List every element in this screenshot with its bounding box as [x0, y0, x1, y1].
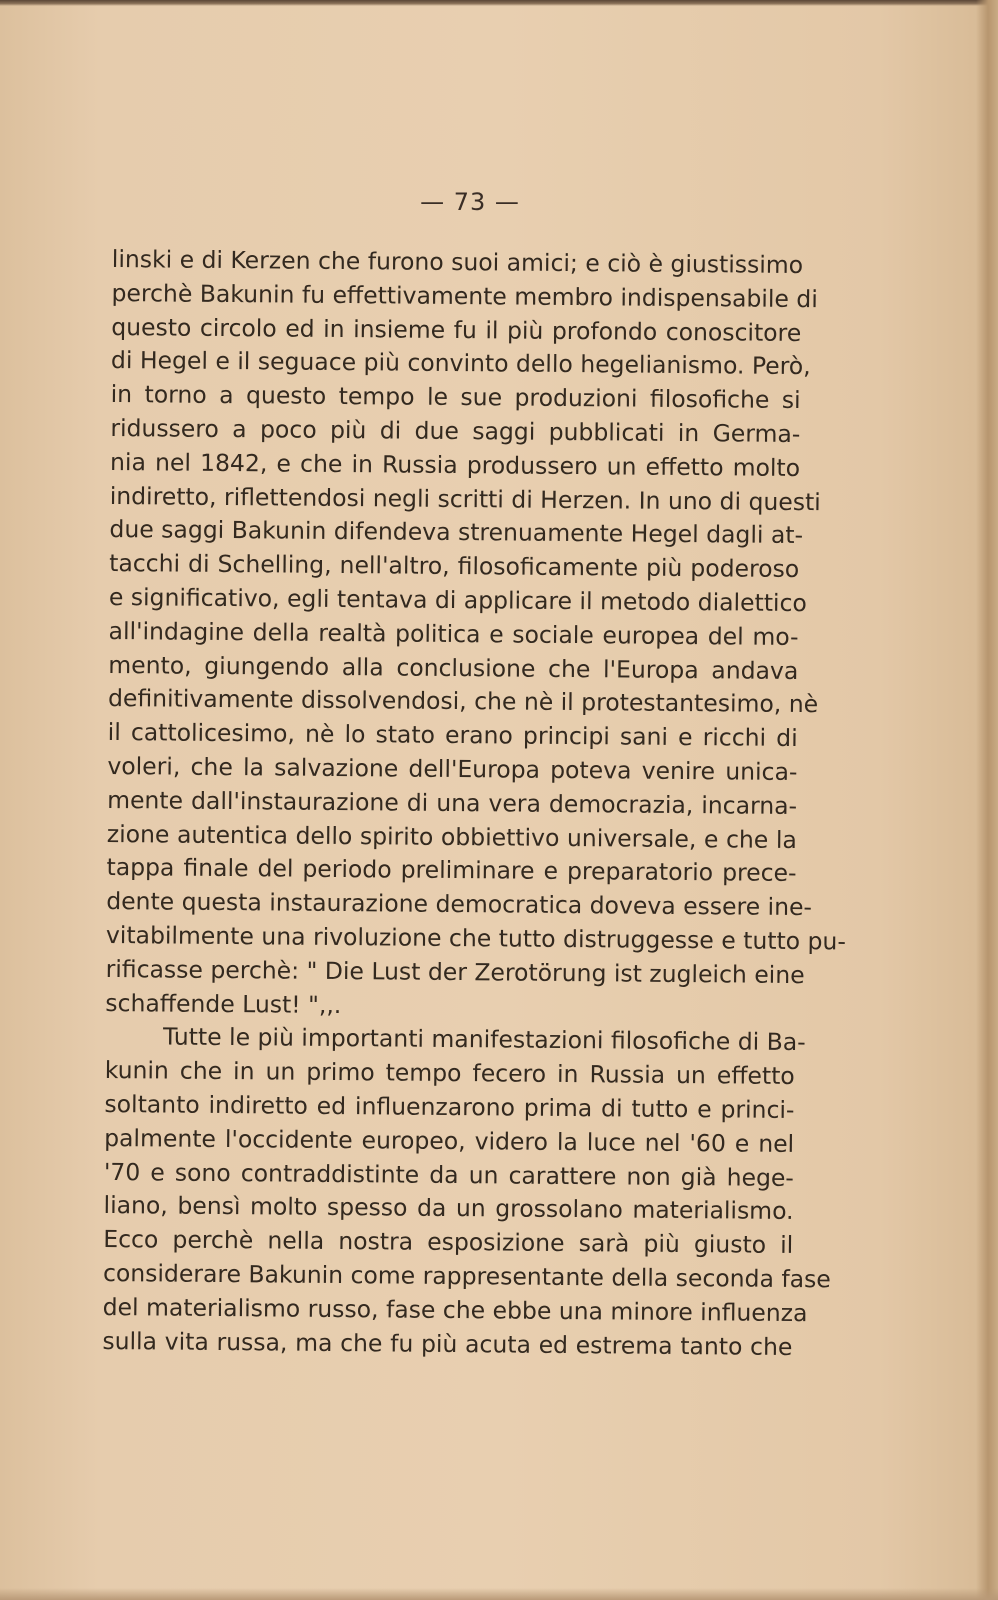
text-line: il cattolicesimo, nè lo stato erano principi sani e ricchi di — [107, 718, 798, 753]
text-line: kunin che in un primo tempo fecero in Russia un effetto — [104, 1056, 795, 1091]
text-line: tacchi di Schelling, nell'altro, filosoficamente più poderoso — [109, 549, 800, 584]
text-line: linski e di Kerzen che furono suoi amici; e ciò è giustissimo — [111, 244, 804, 280]
text-line: nia nel 1842, e che in Russia produssero un effetto molto — [109, 447, 801, 482]
text-line: soltanto indiretto ed influenzarono prima di tutto e princi- — [104, 1089, 795, 1124]
text-line: del materialismo russo, fase che ebbe una minore influenza — [102, 1292, 808, 1327]
text-line: in torno a questo tempo le sue produzioni filosofiche si — [110, 380, 801, 415]
text-line: vitabilmente una rivoluzione che tutto distruggesse e tutto pu- — [105, 920, 846, 956]
text-line: '70 e sono contraddistinte da un carattere non già hege- — [103, 1157, 794, 1192]
text-line: definitivamente dissolvendosi, che nè il protestantesimo, nè — [107, 684, 819, 719]
text-line: mento, giungendo alla conclusione che l'Europa andava — [108, 650, 799, 685]
text-line: dente questa instaurazione democratica doveva essere ine- — [106, 887, 813, 922]
text-line: all'indagine della realtà politica e sociale europea del mo- — [108, 616, 799, 651]
text-line: perchè Bakunin fu effettivamente membro indispensabile di — [111, 278, 818, 313]
text-line: due saggi Bakunin difendeva strenuamente Hegel dagli at- — [109, 515, 804, 550]
text-line: questo circolo ed in insieme fu il più profondo conoscitore — [111, 312, 802, 347]
text-line: indiretto, riflettendosi negli scritti di Herzen. In uno di questi — [109, 481, 821, 516]
text-line: voleri, che la salvazione dell'Europa poteva venire unica- — [107, 751, 798, 786]
paragraph-start-line: Tutte le più importanti manifestazioni filosofiche di Ba- — [162, 1022, 806, 1057]
text-line: liano, bensì molto spesso da un grossolano materialismo. — [103, 1191, 794, 1226]
text-line: sulla vita russa, ma che fu più acuta ed estrema tanto che — [102, 1326, 793, 1361]
page-number: — 73 — — [420, 188, 520, 216]
text-line: zione autentica dello spirito obbiettivo universale, e che la — [106, 819, 797, 854]
page-right-edge — [976, 0, 998, 1600]
text-line: mente dall'instaurazione di una vera democrazia, incarna- — [107, 785, 798, 820]
body-text — [102, 243, 846, 1364]
text-line: schaffende Lust! ",,. — [105, 988, 342, 1019]
text-line: e significativo, egli tentava di applicare il metodo dialettico — [108, 582, 807, 618]
text-line: ridussero a poco più di due saggi pubblicati in Germa- — [110, 413, 801, 448]
page-top-edge — [0, 0, 998, 6]
text-line: Ecco perchè nella nostra esposizione sarà più giusto il — [103, 1225, 794, 1260]
text-line: rificasse perchè: " Die Lust der Zerotörung ist zugleich eine — [105, 954, 805, 989]
text-line: palmente l'occidente europeo, videro la luce nel '60 e nel — [104, 1123, 795, 1158]
text-line: considerare Bakunin come rappresentante della seconda fase — [102, 1258, 831, 1294]
text-line: tappa finale del periodo preliminare e preparatorio prece- — [106, 853, 797, 888]
text-line: di Hegel e il seguace più convinto dello hegelianismo. Però, — [110, 346, 811, 381]
page-bottom-edge — [0, 1588, 998, 1600]
